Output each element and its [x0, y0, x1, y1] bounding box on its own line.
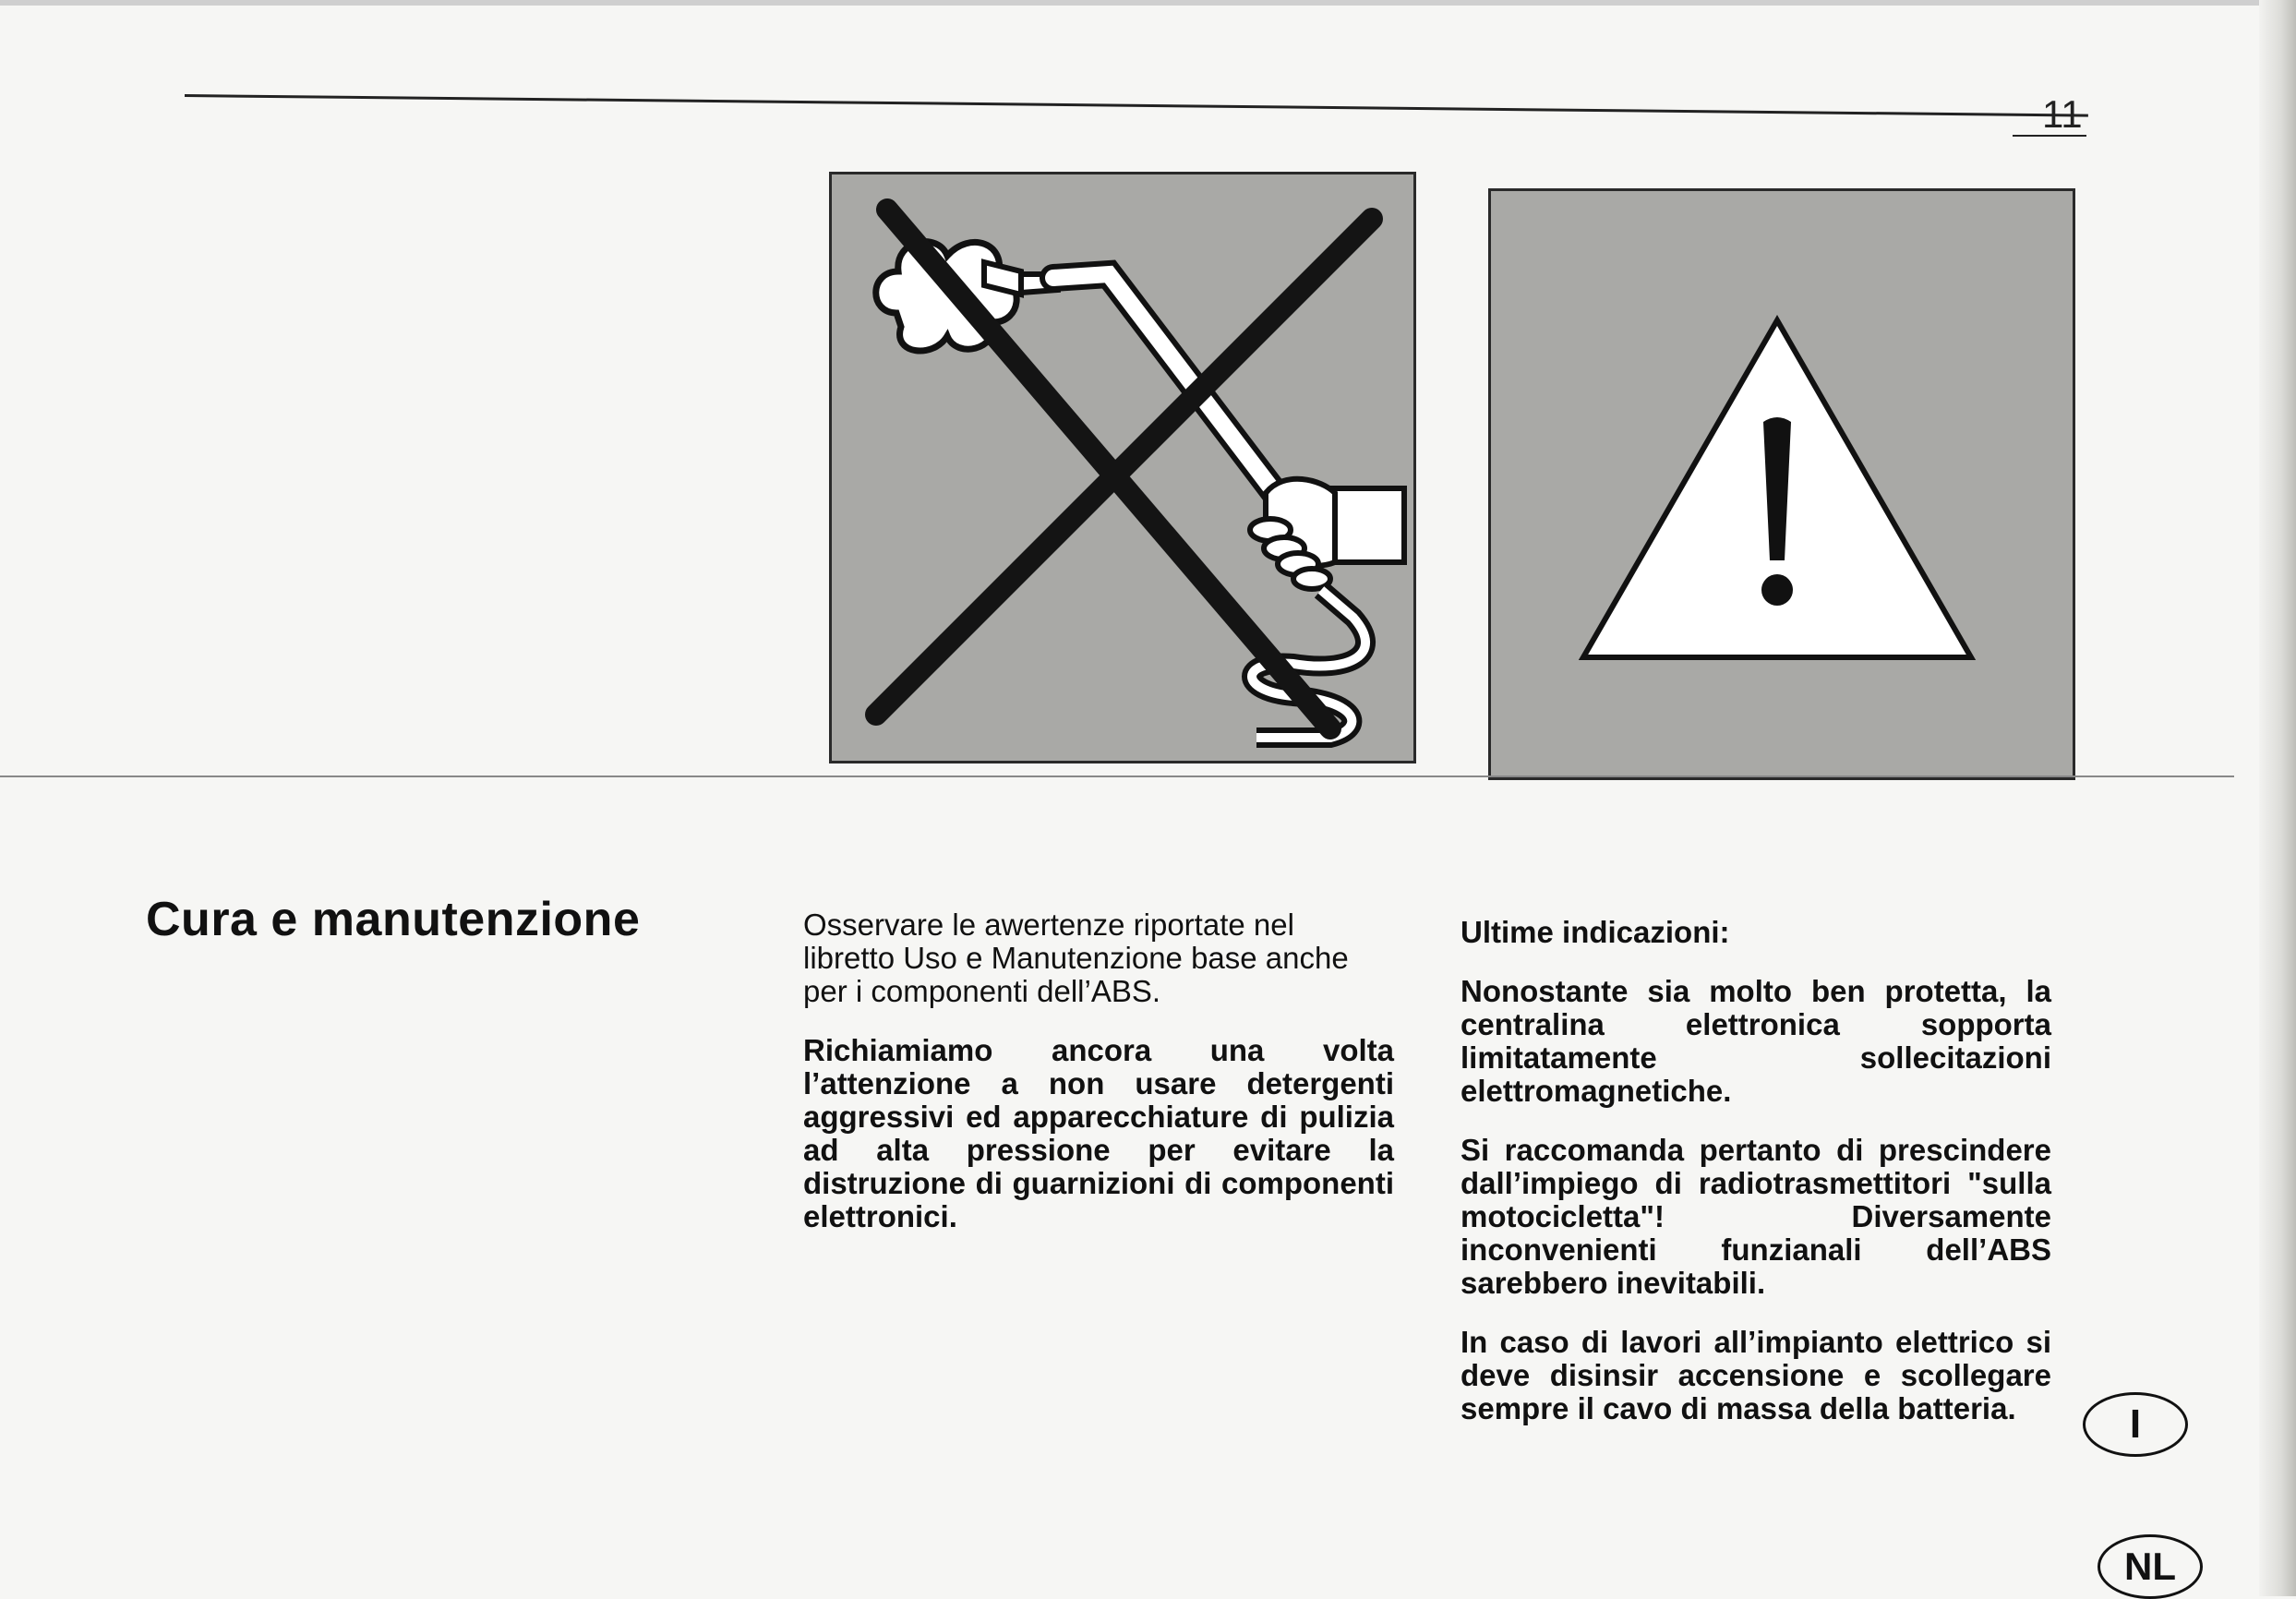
pressure-washer-illustration: [829, 172, 1416, 763]
notes-paragraph-2: Si raccomanda pertanto di prescindere dall’impiego di radiotrasmettitori "sulla motocicletta"! Diversamente inconvenienti funzianali dell’ABS sarebbero inevitabili.: [1461, 1133, 2051, 1300]
notes-paragraph-3: In caso di lavori all’impianto elettrico si deve disinsir accensione e scollegare sempre il cavo di massa della batteria.: [1461, 1325, 2051, 1425]
page-number: 11: [2042, 92, 2083, 136]
top-border: [0, 0, 2296, 6]
right-column: [1461, 916, 2051, 1451]
language-tab-italian[interactable]: I: [2083, 1392, 2188, 1457]
warning-triangle-icon: [1491, 191, 2073, 777]
language-tab-dutch[interactable]: NL: [2098, 1534, 2203, 1599]
warning-paragraph: Richiamiamo ancora una volta l’attenzione a non usare detergenti aggressivi ed apparecchiature di pulizia ad alta pressione per evitare la distruzione di guarnizioni di componenti elettronici.: [803, 1033, 1394, 1233]
intro-paragraph: Osservare le awertenze riportate nel libretto Uso e Manutenzione base anche per i componenti dell’ABS.: [803, 908, 1349, 1008]
header-rule: [185, 94, 2088, 117]
page-binding-edge: [2259, 0, 2296, 1596]
final-notes-heading: Ultime indicazioni:: [1461, 915, 1730, 949]
section-title: Cura e manutenzione: [146, 893, 641, 946]
prohibited-pressure-washer-icon: [832, 174, 1413, 761]
notes-paragraph-1: Nonostante sia molto ben protetta, la centralina elettronica sopporta limitatamente sollecitazioni elettromagnetiche.: [1461, 974, 2051, 1108]
warning-illustration: [1488, 188, 2075, 780]
section-divider: [0, 775, 2234, 777]
middle-column: [803, 908, 1394, 1259]
